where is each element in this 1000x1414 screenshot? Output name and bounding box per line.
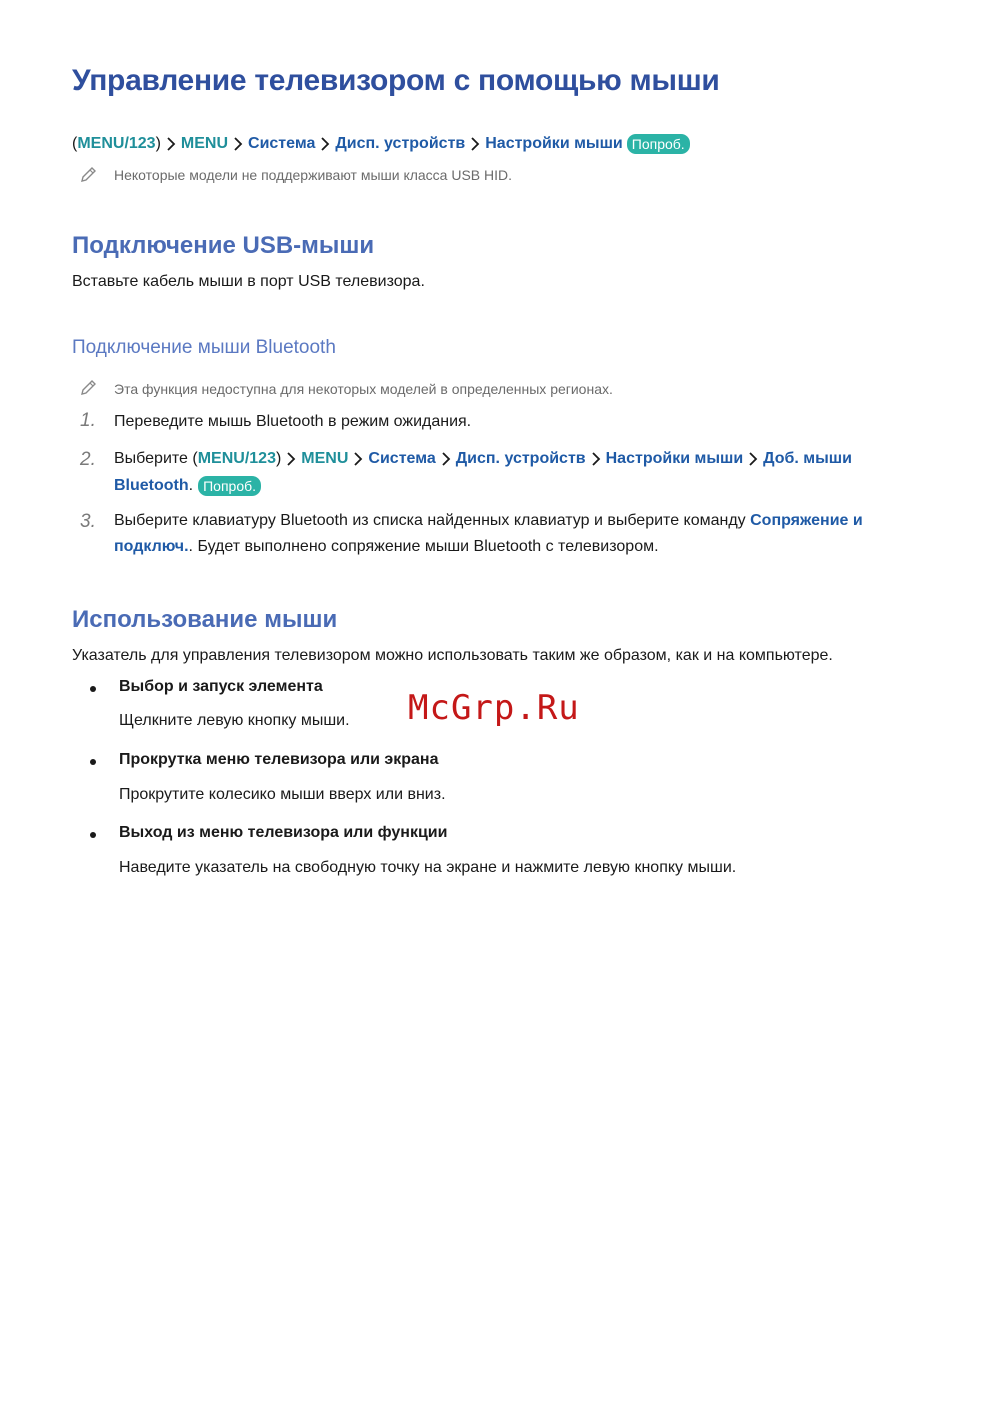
note-regions: Эта функция недоступна для некоторых моделей в определенных регионах. [114,381,613,397]
breadcrumb-system-link[interactable]: Система [248,135,316,152]
step-3-text [114,508,914,560]
breadcrumb-mouse-settings-link[interactable]: Настройки мыши [485,135,623,152]
list-item-desc: Наведите указатель на свободную точку на экране и нажмите левую кнопку мыши. [119,859,737,876]
list-item-desc: Щелкните левую кнопку мыши. [119,712,350,729]
usb-instruction: Вставьте кабель мыши в порт USB телевизора. [72,273,425,290]
section-heading-usb: Подключение USB-мыши [72,232,375,259]
breadcrumb [72,134,690,154]
page-title: Управление телевизором с помощью мыши [72,64,720,97]
step-3-text-b: . Будет выполнено сопряжение мыши Bluetooth с телевизором. [188,538,659,555]
step-2-add-mouse-link[interactable]: Доб. мыши [763,450,852,467]
pencil-icon [78,165,98,185]
chevron-right-icon [230,136,246,152]
try-now-badge[interactable]: Попроб. [198,476,261,496]
breadcrumb-devices-link[interactable]: Дисп. устройств [335,135,466,152]
pencil-icon [78,378,98,398]
step-3-text-a: Выберите клавиатуру Bluetooth из списка найденных клавиатур и выберите команду [114,512,751,529]
breadcrumb-close-paren: ) [155,135,161,152]
section-heading-bluetooth: Подключение мыши Bluetooth [72,337,336,358]
step-2-system-link[interactable]: Система [368,450,436,467]
breadcrumb-open-paren: ( [72,135,78,152]
step-number: 3. [80,511,96,532]
chevron-right-icon [745,451,761,467]
step-1-text: Переведите мышь Bluetooth в режим ожидания. [114,413,472,430]
chevron-right-icon [317,136,333,152]
list-item-title: Прокрутка меню телевизора или экрана [119,751,439,768]
note-usb-hid: Некоторые модели не поддерживают мыши класса USB HID. [114,167,513,183]
bullet-dot [90,759,96,765]
list-item-title: Выбор и запуск элемента [119,678,323,695]
bullet-dot [90,686,96,692]
chevron-right-icon [283,451,299,467]
step-2-line-1 [114,450,852,468]
step-number: 1. [80,410,96,431]
step-2-mouse-settings-link[interactable]: Настройки мыши [605,450,744,467]
list-item-title: Выход из меню телевизора или функции [119,824,448,841]
try-now-badge[interactable]: Попроб. [627,134,690,154]
step-2-dot: . [188,477,194,494]
step-2-menu-link[interactable]: MENU [301,450,349,467]
step-number: 2. [80,449,96,470]
chevron-right-icon [467,136,483,152]
breadcrumb-menu123-link[interactable]: MENU/123 [77,135,156,152]
watermark: McGrp.Ru [408,688,580,728]
chevron-right-icon [350,451,366,467]
step-3-pair-link[interactable]: Сопряжение и [750,512,863,529]
section-heading-using-mouse: Использование мыши [72,606,338,633]
step-2-menu123-link[interactable]: MENU/123 [197,450,276,467]
step-2-close-paren: ) [275,450,282,467]
breadcrumb-menu-link[interactable]: MENU [180,135,229,152]
step-2-bluetooth-link[interactable]: Bluetooth [114,477,189,494]
step-2-prefix: Выберите ( [114,450,198,467]
chevron-right-icon [438,451,454,467]
step-2-line-2 [114,476,261,496]
chevron-right-icon [588,451,604,467]
list-item-desc: Прокрутите колесико мыши вверх или вниз. [119,786,446,803]
chevron-right-icon [163,136,179,152]
using-mouse-intro: Указатель для управления телевизором можно использовать таким же образом, как и на компьютере. [72,647,833,664]
step-2-devices-link[interactable]: Дисп. устройств [455,450,586,467]
step-3-pair-link-cont[interactable]: подключ. [114,538,189,555]
bullet-dot [90,832,96,838]
